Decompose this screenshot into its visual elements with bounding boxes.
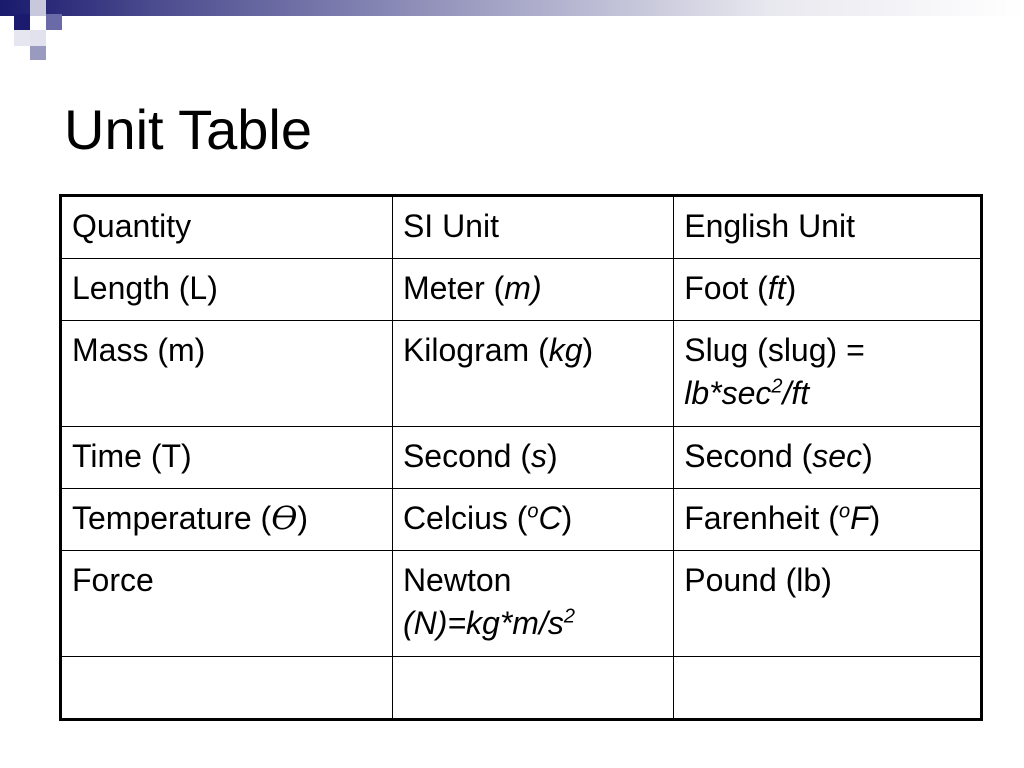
empty-cell [61,657,393,720]
header-square-4 [30,30,46,46]
cell-close: ) [582,332,594,368]
unit-table [59,194,983,721]
cell-si-unit [392,321,673,427]
table-row-force [61,551,982,657]
cell-text: Second ( [684,438,813,474]
cell-english-unit [674,427,982,489]
header-cell-quantity: Quantity [61,196,393,259]
empty-cell [392,657,673,720]
cell-quantity: Time (T) [61,427,393,489]
cell-close: ) [862,438,873,474]
unit-symbol: ft [767,270,786,306]
header-square-3 [46,14,62,30]
cell-line-1: Newton [402,562,512,598]
header-square-6 [14,30,30,46]
cell-close: ) [785,270,797,306]
cell-si-unit [392,427,673,489]
cell-english-unit [674,259,982,321]
cell-close: ) [561,500,573,536]
unit-symbol: kg [548,332,583,368]
header-square-1 [14,14,30,30]
cell-text: Meter ( [402,270,505,306]
degree-superscript: o [527,500,539,523]
table-row-temperature [61,489,982,551]
empty-cell [674,657,982,720]
table-row-length [61,259,982,321]
cell-si-unit [392,489,673,551]
cell-close: ) [547,438,558,474]
cell-text: Farenheit ( [684,500,839,536]
table-row-mass [61,321,982,427]
cell-close: ) [297,500,309,536]
cell-english-unit [674,321,982,427]
cell-quantity: Force [61,551,393,657]
unit-exponent: 2 [771,375,783,398]
cell-si-unit [392,551,673,657]
header-cell-english-unit: English Unit [674,196,982,259]
header-gradient-bar [0,0,1024,16]
cell-quantity: Mass (m) [61,321,393,427]
unit-symbol: lb*sec [684,375,772,411]
cell-text: Kilogram ( [402,332,549,368]
header-cell-si-unit: SI Unit [392,196,673,259]
header-square-2 [30,0,46,16]
cell-english-unit [674,489,982,551]
theta-symbol: ϴ [271,499,298,537]
cell-quantity: Length (L) [61,259,393,321]
cell-close: ) [869,500,881,536]
cell-text: Second ( [402,438,532,474]
cell-line-1: Slug (slug) = [684,332,865,368]
table-row-time [61,427,982,489]
cell-quantity [61,489,393,551]
cell-english-unit: Pound (lb) [674,551,982,657]
cell-si-unit [392,259,673,321]
cell-text: Celcius ( [402,500,528,536]
slide-title: Unit Table [64,98,313,161]
cell-text: Temperature ( [72,500,272,536]
table-header-row [61,196,982,259]
unit-symbol: s [531,438,548,474]
degree-superscript: o [838,500,851,523]
unit-symbol: (N)=kg*m/s [402,605,564,641]
unit-exponent: 2 [563,605,575,628]
unit-symbol: F [850,500,870,536]
unit-symbol: m) [504,270,542,306]
table-row-empty [61,657,982,720]
cell-text: Foot ( [684,270,768,306]
unit-symbol: C [538,500,562,536]
header-square-5 [30,46,46,60]
unit-symbol: sec [812,438,863,474]
unit-symbol-tail: /ft [782,375,810,411]
